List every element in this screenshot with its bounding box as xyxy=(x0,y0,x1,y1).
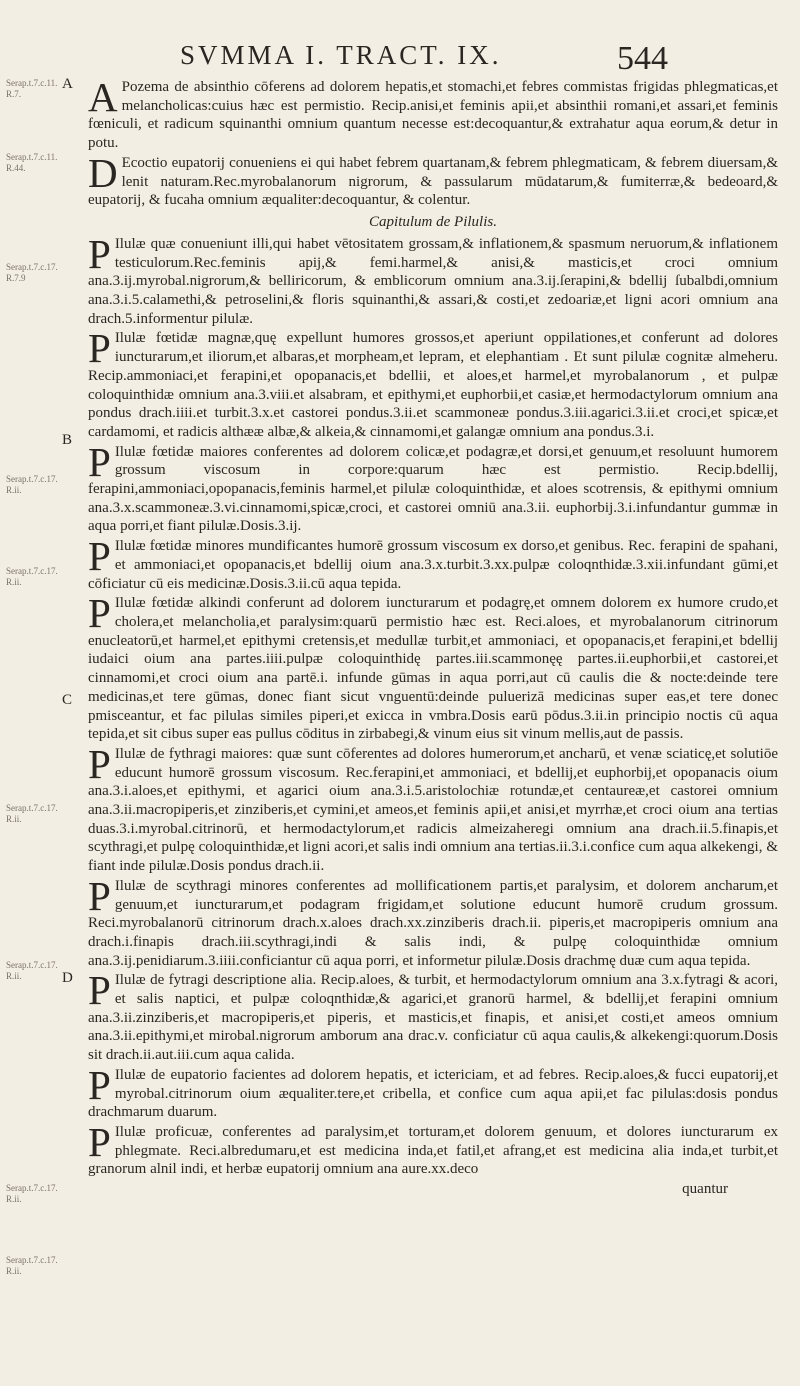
paragraph: P Ilulæ de fythragi maiores: quæ sunt cōferentes ad dolores humerorum,et ancharū, et venæ sciaticę,et solutiōe educunt humorē grossum viscosum. Rec.ferapini,et ammoniaci, et bdellij,et euphorbij,et opopanacis oium ana.3.i.aloes,et epithymi, et agarici oium ana.3.i.5.aristolochiæ rotundæ,et centaureæ,et castorei omnium ana.3.ii.macropiperis,et zinziberis,et cymini,et ameos,et feminis apii,et anisi,et myrrhæ,et croci oium ana tertias duas.3.i.myrobal.citrinorū, et hermodactylorum,et radicis almeizaheregi omnium ana drach.ii.5.finapis,et scythragi,et pulpę coloquinthidæ,et ligni acori,et salis indi omnium ana tertias.ii.3.i.confice cum aqua alkekengi, & fiant inde pilulæ.Dosis pondus drach.ii. xyxy=(88,740,778,875)
drop-cap: P xyxy=(88,230,111,277)
page-number: 544 xyxy=(617,40,668,77)
paragraph: P Ilulæ fœtidæ magnæ,quę expellunt humores grossos,et aperiunt oppilationes,et conferunt ad dolores iuncturarum,et iliorum,et albaras,et morpheam,et lepram, et elephantiam . Et sunt pilulæ cognitæ almeheru. Recip.ammoniaci,et ferapini,et opopanacis,et bdellii, et aloes,et harmel,et myrobalanorum , et pulpæ coloquinthidæ omnium ana.3.viii.et alsabram, et epithymi,et euphorbii,et casiæ,et hermodactylorum omnium ana pondus drach.iiii.et turbit.3.x.et castorei pondus.3.ii.et scammoneæ pondus.3.iii.agarici.3.ii.et croci,et spicæ,et cardamomi, et radicis althææ albæ,& alkeia,& cinnamomi,et galangæ omnium ana pondus.3.i. xyxy=(88,325,778,440)
page-header xyxy=(0,40,800,80)
running-title: SVMMA I. TRACT. IX. xyxy=(180,40,502,70)
section-letter: D xyxy=(62,970,73,986)
drop-cap: P xyxy=(88,1061,111,1108)
paragraph: P Ilulæ de scythragi minores conferentes ad mollificationem partis,et paralysim, et dolorem ancharum,et genuum,et iuncturarum,et podagram frigidam,et solutione educunt humorē crudum grossum. Reci.myrobalanorū citrinorum drach.x.aloes drach.xx.zinziberis drach.ii. piperis,et macropiperis omnium ana drach.i.finapis drach.iii.scythragi,indi & salis indi, & pulpę coloquinthidæ omnium ana.3.ij.penidiarum.3.iiii.conficiantur cū aqua porri, et informetur pilulæ.Dosis drachmę duæ cum aqua tepida. xyxy=(88,872,778,969)
section-letter: A xyxy=(62,76,73,92)
margin-note: Serap.t.7.c.17. R.ii. xyxy=(6,960,58,981)
paragraph: P Ilulæ fœtidæ alkindi conferunt ad dolorem iuncturarum et podagrę,et omnem dolorem ex humore crudo,et cholera,et melancholia,et paralysim:quarū permistio hæc est. Reci.aloes, et myrobalanorum citrinorum enucleatorū,et harmel,et epithymi cretensis,et medullæ turbit,et ammoniaci, et opopanacis,et ferapini,et bdellij iudaici oium ana partes.iiii.pulpæ coloquinthidę partes.iii.scammonęę partes.ii.euphorbii,et castorei,et cinnamomi,et croci oium ana partē.i. infunde gūmas in aqua porri,aut cū caulis die & nocte:deinde tere medicinas,et tere gūmas, donec fiant sicut vnguentū:deinde puluerizā medicinas super eas,et tere donec pmisceantur, et fac pilulas similes piperi,et exicca in vmbra.Dosis earū pōdus.3.ii.in principio noctis cū aqua tepida,et sit cibus super eas pullus cōditus in zirbabegi,& vinum eius sit vinum mellis,aut de passis. xyxy=(88,590,778,743)
margin-note: Serap.t.7.c.17. R.ii. xyxy=(6,566,58,587)
paragraph: P Ilulæ fœtidæ maiores conferentes ad dolorem colicæ,et podagræ,et dorsi,et genuum,et resoluunt humorem grossum viscosum in corpore:quarum hæc est permistio. Recip.bdellij, ferapini,ammoniaci,opopanacis,feminis harmel,et pilulæ coloquinthidæ, et aloes scotrensis, & epithymi omnium ana.3.x.scammoneæ.3.vi.cinnamomi,spicæ,croci, et castorei omniū ana.3.ii. euphorbij.3.i.infundantur gummæ in aqua porri,et fiant pilulæ.Dosis.3.ij. xyxy=(88,438,778,535)
paragraph: P Ilulæ de eupatorio facientes ad dolorem hepatis, et ictericiam, et ad febres. Recip.aloes,& fucci eupatorij,et myrobal.citrinorum oium æqualiter.tere,et cribella, et confice cum aqua apii,et fac pilulas:dosis pondus drachmarum duarum. xyxy=(88,1061,778,1121)
margin-note: Serap.t.7.c.11. R.7. xyxy=(6,78,58,99)
margin-note: Serap.t.7.c.11. R.44. xyxy=(6,152,58,173)
margin-note: Serap.t.7.c.17. R.7.9 xyxy=(6,262,58,283)
section-letter: C xyxy=(62,692,73,708)
drop-cap: P xyxy=(88,967,111,1014)
drop-cap: P xyxy=(88,872,111,919)
drop-cap: P xyxy=(88,533,111,580)
chapter-heading: Capitulum de Pilulis. xyxy=(369,213,497,230)
margin-note: Serap.t.7.c.17. R.ii. xyxy=(6,1183,58,1204)
drop-cap: D xyxy=(88,149,118,196)
margin-note: Serap.t.7.c.17. R.ii. xyxy=(6,803,58,824)
drop-cap: P xyxy=(88,740,111,787)
section-letter: B xyxy=(62,432,73,448)
catchword: quantur xyxy=(682,1181,728,1198)
margin-note: Serap.t.7.c.17. R.ii. xyxy=(6,1255,58,1276)
paragraph: P Ilulæ quæ conueniunt illi,qui habet vētositatem grossam,& inflationem,& spasmum neruorum,& inflationem testiculorum.Rec.feminis apij,& femi.harmel,& anisi,& masticis,et croci omnium ana.3.ij.myrobal.nigrorum,& belliricorum, & emblicorum omnium ana.3.ij.ſerapini,& bdellij ſubalbdi,omnium ana.3.i.5.calamethi,& petroselini,& floris squinanthi,& assari,& costi,et zedoariæ,et ligni acori omnium ana drach.5.informentur pilulæ. xyxy=(88,230,778,327)
paragraph: D Ecoctio eupatorij conueniens ei qui habet febrem quartanam,& febrem phlegmaticam, & febrem diuersam,& lenit naturam.Rec.myrobalanorum nigrorum, & passularum mūdatarum,& fumiterræ,& bedeoard,& eupatorij, & fucaha omnium æqualiter:decoquantur, & colentur. xyxy=(88,149,778,209)
drop-cap: P xyxy=(88,590,111,637)
paragraph: P Ilulæ fœtidæ minores mundificantes humorē grossum viscosum ex dorso,et genibus. Rec. ferapini de spahani, et ammoniaci,et opopanacis,et bdellij oium ana.3.x.turbit.3.xx.pulpæ coloqnthidæ.3.xii.infundant gūmi,et cōficiatur cū eis medicinæ.Dosis.3.ii.cū aqua tepida. xyxy=(88,533,778,592)
drop-cap: P xyxy=(88,438,111,485)
paragraph: P Ilulæ de fytragi descriptione alia. Recip.aloes, & turbit, et hermodactylorum omnium ana 3.x.fytragi & acori, et salis naptici, et pulpæ coloqnthidæ,& agarici,et granorū harmel, & bdellij,et ferapini omnium ana.3.ii.zinziberis,et macropiperis,et piperis, et masticis,et finapis, et anisi,et costi,et ameos omnium ana.3.ii.epithymi,et mirobal.nigrorum amborum ana drac.v. conficiatur cū aqua caulis,& alkekengi:quorum.Dosis sit drach.ii.aut.iii.cum aqua calida. xyxy=(88,967,778,1064)
margin-note: Serap.t.7.c.17. R.ii. xyxy=(6,474,58,495)
drop-cap: P xyxy=(88,325,111,372)
paragraph: A Pozema de absinthio cōferens ad dolorem hepatis,et stomachi,et febres commistas frigidas phlegmaticas,et melancholicas:cuius hæc est permistio. Recip.anisi,et feminis apii,et absinthii romani,et assari,et feminis fœniculi, et radicum squinanthi omnium quantum necesse est:decoquantur,& extrahatur aqua eorum,& detur in potu. xyxy=(88,74,778,152)
main-text xyxy=(88,74,778,1199)
drop-cap: A xyxy=(88,74,118,120)
paragraph: P Ilulæ proficuæ, conferentes ad paralysim,et torturam,et dolorem genuum, et dolores iuncturarum ex phlegmate. Reci.albredumaru,et est medicina inda,et fatil,et afrang,et est medicina alia inda,et turbit,et granorum alnil indi, et herbæ eupatorij omnium ana aure.xx.deco xyxy=(88,1118,778,1178)
drop-cap: P xyxy=(88,1118,111,1165)
